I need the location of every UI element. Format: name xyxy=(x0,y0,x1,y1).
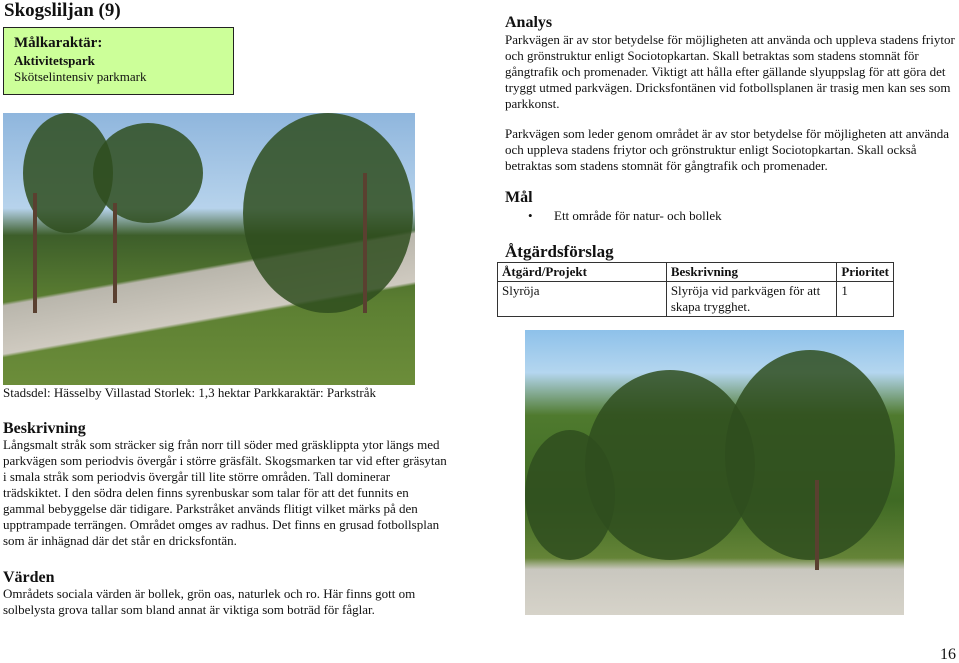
analys-heading: Analys xyxy=(505,14,553,31)
analys-paragraph-1: Parkvägen är av stor betydelse för möjligheten att använda och uppleva stadens friytor och grönstruktur enligt Sociotopkartan. Skall betraktas som stadens stomnät för gångtrafik och promenader. Viktigt att hålla efter gällande slyuppslag för att göra det tryggt utmed parkvägen. Dricksfontänen vid fotbollsplanen är trasig men kan ses som parkkonst. xyxy=(505,32,955,111)
atgarder-heading: Åtgärdsförslag xyxy=(505,242,614,261)
photo-caption: Stadsdel: Hässelby Villastad Storlek: 1,3 hektar Parkkaraktär: Parkstråk xyxy=(3,385,377,400)
bullet-icon: • xyxy=(528,208,533,223)
page-title: Skogsliljan (9) xyxy=(4,0,121,21)
varden-heading: Värden xyxy=(3,569,55,586)
table-cell: 1 xyxy=(837,282,894,317)
beskrivning-heading: Beskrivning xyxy=(3,420,86,437)
goal-character-box xyxy=(3,27,234,95)
atgarder-table xyxy=(497,262,894,317)
table-cell: Slyröja xyxy=(498,282,667,317)
mal-item-text: Ett område för natur- och bollek xyxy=(554,208,722,223)
column-header: Beskrivning xyxy=(666,263,837,282)
park-path-photo xyxy=(3,113,415,385)
analys-paragraph-2: Parkvägen som leder genom området är av stor betydelse för möjligheten att använda och uppleva stadens friytor och grönstruktur enligt Sociotopkartan. Skall också betraktas som stadens stomnät för gångtrafik och promenader. xyxy=(505,126,950,173)
table-row xyxy=(498,282,894,317)
goal-box-type: Aktivitetspark xyxy=(14,53,95,68)
page-number: 16 xyxy=(940,646,956,663)
park-trees-photo xyxy=(525,330,904,615)
varden-text: Områdets sociala värden är bollek, grön oas, naturlek och ro. Här finns gott om solbelysta grova tallar som bland annat är viktiga som boträd för fåglar. xyxy=(3,586,416,617)
goal-box-subtype: Skötselintensiv parkmark xyxy=(14,69,147,84)
table-cell: Slyröja vid parkvägen för att skapa trygghet. xyxy=(666,282,837,317)
mal-list-item xyxy=(528,208,722,224)
table-header-row xyxy=(498,263,894,282)
beskrivning-text: Långsmalt stråk som sträcker sig från norr till söder med gräsklippta ytor längs med parkvägen som periodvis övergår i större gräsfält. Skogsmarken tar vid efter gräsytan i smala stråk som periodvis övergår till lite större områden. Tall dominerar trädskiktet. I den södra delen finns syrenbuskar som talar för att det funnits en gammal bebyggelse där tidigare. Parkstråket används flitigt vilket märks på den upptrampade terrängen. Området omges av radhus. Det finns en grusad fotbollsplan som är inhägnad där det står en dricksfontän. xyxy=(3,437,447,548)
column-header: Prioritet xyxy=(837,263,894,282)
column-header: Åtgärd/Projekt xyxy=(498,263,667,282)
goal-box-heading: Målkaraktär: xyxy=(14,35,103,51)
mal-heading: Mål xyxy=(505,189,533,206)
